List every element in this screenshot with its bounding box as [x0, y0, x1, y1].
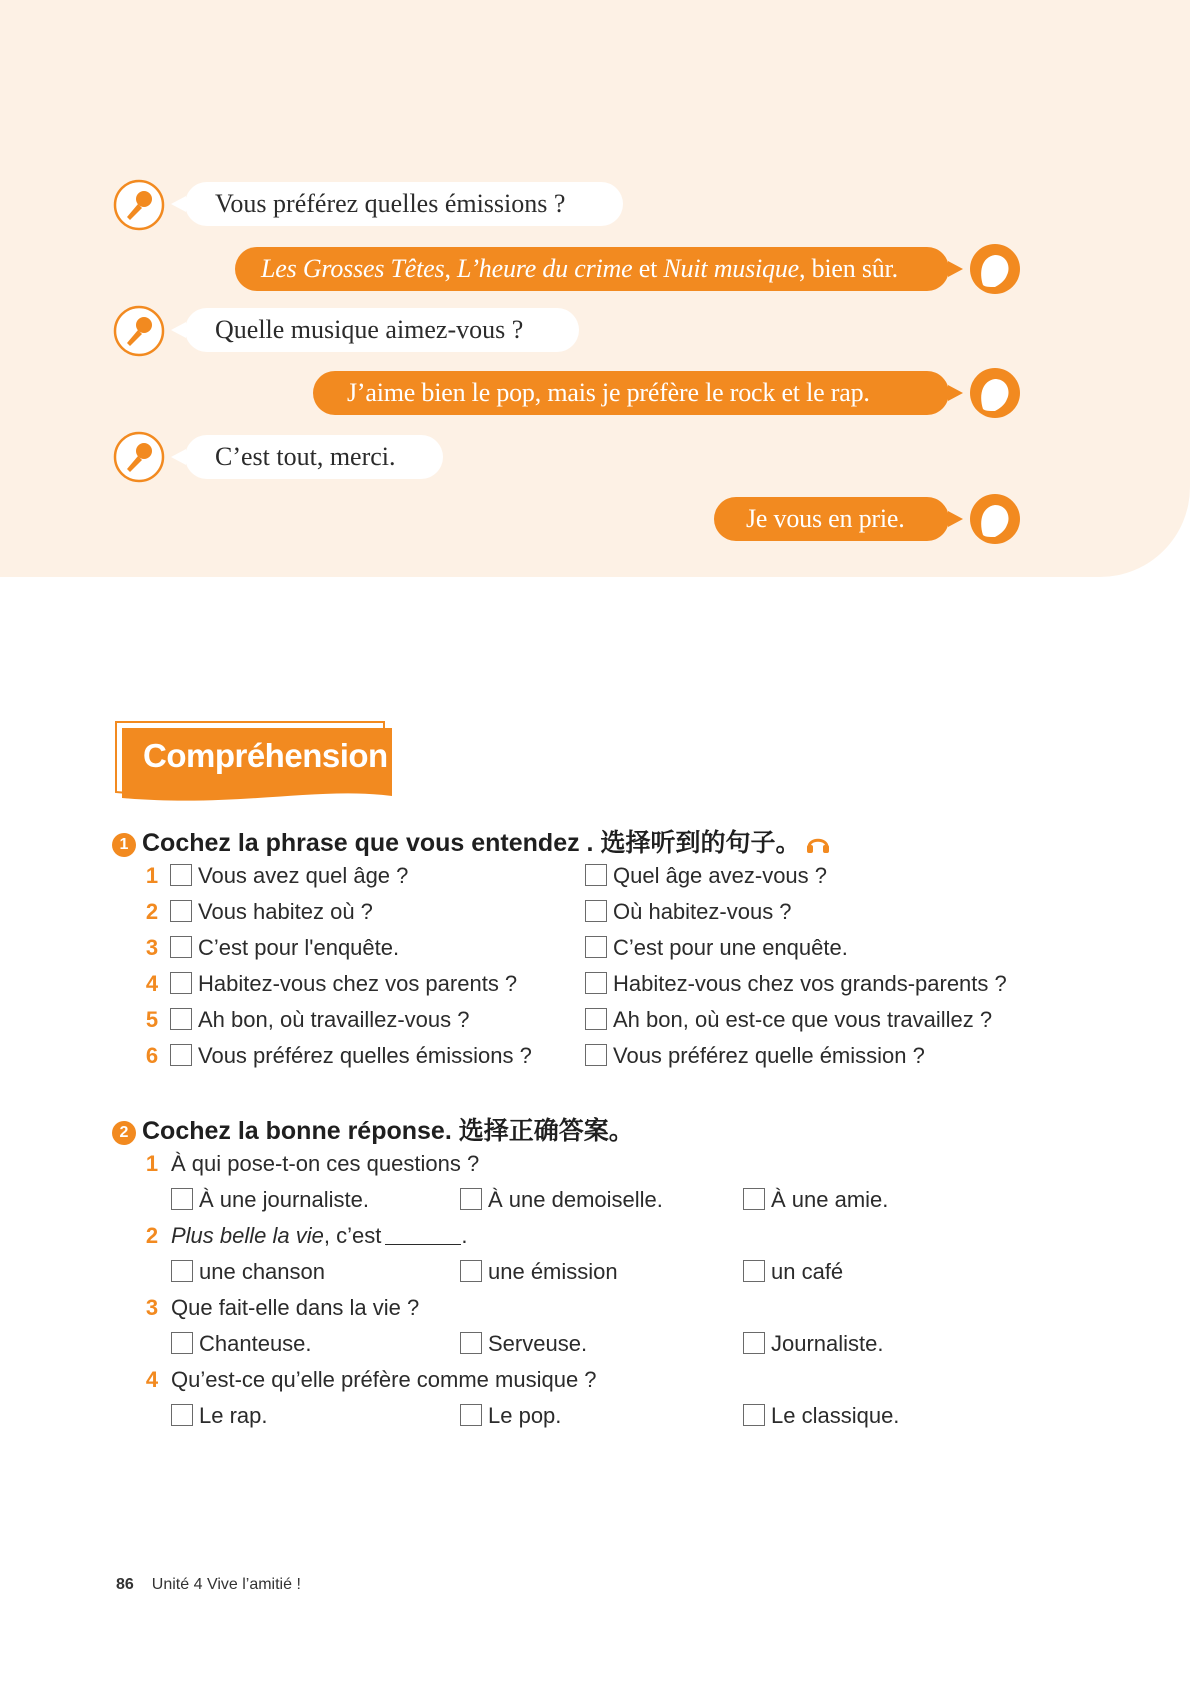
option-a[interactable] [170, 933, 399, 963]
checkbox[interactable] [743, 1404, 765, 1426]
option-a[interactable] [170, 861, 408, 891]
option-label: Journaliste. [771, 1331, 884, 1356]
checkbox[interactable] [171, 1332, 193, 1354]
question-text: Qu’est-ce qu’elle préfère comme musique ? [171, 1367, 597, 1392]
option-label: À une demoiselle. [488, 1187, 663, 1212]
checkbox[interactable] [171, 1404, 193, 1426]
checkbox[interactable] [585, 936, 607, 958]
checkbox[interactable] [460, 1188, 482, 1210]
question-text: Que fait-elle dans la vie ? [171, 1295, 420, 1320]
option-label: À une amie. [771, 1187, 889, 1212]
option-label: Habitez-vous chez vos grands-parents ? [613, 971, 1007, 996]
option-a[interactable] [170, 1005, 470, 1035]
option-b[interactable] [585, 933, 848, 963]
checkbox[interactable] [171, 1188, 193, 1210]
answer-option[interactable] [171, 1257, 325, 1287]
checkbox[interactable] [170, 864, 192, 886]
checkbox[interactable] [170, 1044, 192, 1066]
page-footer [116, 1576, 301, 1594]
answer-option[interactable] [171, 1401, 268, 1431]
person-icon [969, 367, 1021, 419]
show-title: L’heure du crime [457, 254, 633, 283]
row-number: 5 [145, 1007, 159, 1032]
answer-option[interactable] [171, 1329, 312, 1359]
show-title: Plus belle la vie [171, 1223, 324, 1248]
row-number: 3 [145, 935, 159, 960]
show-title: Les Grosses Têtes [261, 254, 445, 283]
question-number: 2 [145, 1223, 159, 1248]
answer-option[interactable] [743, 1257, 843, 1287]
option-label: Chanteuse. [199, 1331, 312, 1356]
option-label: Vous avez quel âge ? [198, 863, 409, 888]
dialogue-bubble-interviewee: J’aime bien le pop, mais je préfère le rock et le rap. [313, 371, 949, 415]
microphone-icon [113, 179, 165, 231]
option-a[interactable] [170, 969, 517, 999]
option-a[interactable] [170, 1041, 532, 1071]
checkbox[interactable] [460, 1332, 482, 1354]
checkbox[interactable] [585, 900, 607, 922]
question-text-part: , c’est [323, 1223, 382, 1248]
exercise-number-badge: 1 [112, 833, 136, 857]
checkbox[interactable] [743, 1332, 765, 1354]
microphone-icon [113, 431, 165, 483]
row-number: 4 [145, 971, 159, 996]
dialogue-bubble-interviewee: Je vous en prie. [714, 497, 949, 541]
option-label: Ah bon, où travaillez-vous ? [198, 1007, 470, 1032]
option-b[interactable] [585, 1041, 925, 1071]
answer-option[interactable] [460, 1185, 663, 1215]
option-b[interactable] [585, 969, 1007, 999]
microphone-icon [113, 305, 165, 357]
dialogue-text: et [632, 254, 664, 283]
section-title: Compréhension [143, 737, 388, 774]
checkbox[interactable] [170, 900, 192, 922]
row-number: 2 [145, 899, 159, 924]
checkbox[interactable] [585, 1008, 607, 1030]
option-label: Vous habitez où ? [198, 899, 373, 924]
option-b[interactable] [585, 1005, 992, 1035]
exercise-number-badge: 2 [112, 1121, 136, 1145]
exercise-1-heading [112, 826, 830, 860]
question-number: 3 [145, 1295, 159, 1320]
option-b[interactable] [585, 861, 827, 891]
answer-option[interactable] [743, 1329, 884, 1359]
fill-in-blank[interactable] [385, 1224, 461, 1245]
dialogue-bubble-interviewer: Vous préférez quelles émissions ? [185, 182, 623, 226]
row-number: 1 [145, 863, 159, 888]
checkbox[interactable] [585, 972, 607, 994]
checkbox[interactable] [170, 1008, 192, 1030]
option-label: C’est pour l'enquête. [198, 935, 400, 960]
person-icon [969, 243, 1021, 295]
option-label: Le classique. [771, 1403, 900, 1428]
option-label: Ah bon, où est-ce que vous travaillez ? [613, 1007, 993, 1032]
option-label: Le rap. [199, 1403, 268, 1428]
person-icon [969, 493, 1021, 545]
option-label: une chanson [199, 1259, 325, 1284]
question-number: 4 [145, 1367, 159, 1392]
checkbox[interactable] [170, 972, 192, 994]
dialogue-text: , bien sûr. [798, 254, 898, 283]
dialogue-bubble-interviewer: Quelle musique aimez-vous ? [185, 308, 579, 352]
exercise-instruction: Cochez la bonne réponse. 选择正确答案。 [142, 1117, 634, 1145]
checkbox[interactable] [460, 1404, 482, 1426]
answer-option[interactable] [171, 1185, 369, 1215]
checkbox[interactable] [585, 1044, 607, 1066]
checkbox[interactable] [743, 1188, 765, 1210]
answer-option[interactable] [460, 1401, 561, 1431]
dialogue-text: , [444, 254, 458, 283]
unit-title: Unité 4 Vive l’amitié ! [151, 1576, 301, 1593]
option-label: Vous préférez quelle émission ? [613, 1043, 925, 1068]
answer-option[interactable] [743, 1185, 888, 1215]
question-number: 1 [145, 1151, 159, 1176]
checkbox[interactable] [171, 1260, 193, 1282]
option-a[interactable] [170, 897, 373, 927]
dialogue-bubble-interviewer: C’est tout, merci. [185, 435, 443, 479]
exercise-instruction: Cochez la phrase que vous entendez . 选择听到的句子。 [142, 829, 801, 857]
answer-option[interactable] [743, 1401, 899, 1431]
dialogue-bubble-interviewee [235, 247, 949, 291]
option-label: un café [771, 1259, 844, 1284]
checkbox[interactable] [585, 864, 607, 886]
option-label: Vous préférez quelles émissions ? [198, 1043, 532, 1068]
option-label: Où habitez-vous ? [613, 899, 792, 924]
checkbox[interactable] [743, 1260, 765, 1282]
question-text [171, 1221, 467, 1251]
show-title: Nuit musique [663, 254, 799, 283]
option-label: À une journaliste. [199, 1187, 369, 1212]
row-number: 6 [145, 1043, 159, 1068]
option-label: Serveuse. [488, 1331, 588, 1356]
option-label: Habitez-vous chez vos parents ? [198, 971, 518, 996]
answer-option[interactable] [460, 1329, 587, 1359]
headphones-icon [806, 832, 830, 854]
exercise-2-heading [112, 1114, 634, 1148]
page-number: 86 [116, 1576, 134, 1593]
checkbox[interactable] [170, 936, 192, 958]
option-label: une émission [488, 1259, 618, 1284]
option-label: Quel âge avez-vous ? [613, 863, 828, 888]
checkbox[interactable] [460, 1260, 482, 1282]
option-b[interactable] [585, 897, 792, 927]
question-text-part: . [461, 1223, 468, 1248]
option-label: C’est pour une enquête. [613, 935, 848, 960]
option-label: Le pop. [488, 1403, 562, 1428]
question-text: À qui pose-t-on ces questions ? [171, 1151, 480, 1176]
answer-option[interactable] [460, 1257, 618, 1287]
